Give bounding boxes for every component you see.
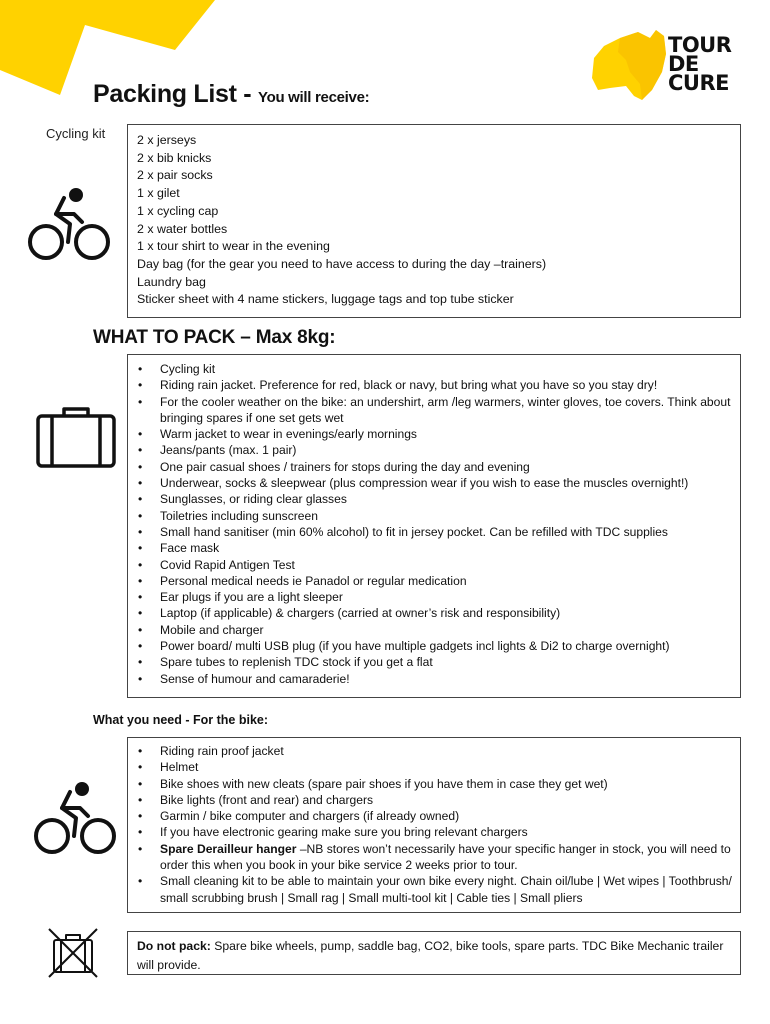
list-item: • Bike lights (front and rear) and chargers (136, 792, 732, 808)
do-not-pack-label: Do not pack: (137, 939, 211, 953)
list-item: • Bike shoes with new cleats (spare pair shoes if you have them in case they get wet) (136, 776, 732, 792)
cyclist-icon (26, 186, 112, 262)
list-item: • Face mask (136, 540, 732, 556)
list-item: • Cycling kit (136, 361, 732, 377)
list-item: • Garmin / bike computer and chargers (if already owned) (136, 808, 732, 824)
list-item: 1 x cycling cap (137, 203, 219, 218)
cyclist-icon (32, 780, 118, 856)
list-item: Sticker sheet with 4 name stickers, luggage tags and top tube sticker (137, 292, 514, 307)
for-the-bike-box (127, 737, 741, 913)
list-item: • Spare tubes to replenish TDC stock if you get a flat (136, 654, 732, 670)
list-item: • Riding rain proof jacket (136, 743, 732, 759)
do-not-pack-text: Spare bike wheels, pump, saddle bag, CO2, bike tools, spare parts. TDC Bike Mechanic trailer will provide. (137, 939, 724, 972)
cycling-kit-box (127, 124, 741, 318)
list-item: • Underwear, socks & sleepwear (plus compression wear if you wish to ease the muscles overnight!) (136, 475, 732, 491)
what-to-pack-heading: WHAT TO PACK – Max 8kg: (93, 327, 336, 348)
suitcase-icon (36, 406, 116, 468)
list-item: • For the cooler weather on the bike: an undershirt, arm /leg warmers, winter gloves, toe covers. Think about bringing spares if one set gets wet (136, 394, 732, 427)
logo-line-3: CURE (668, 71, 729, 95)
list-item: • Ear plugs if you are a light sleeper (136, 589, 732, 605)
list-item: • Mobile and charger (136, 622, 732, 638)
list-item: • If you have electronic gearing make sure you bring relevant chargers (136, 824, 732, 840)
list-item: • Covid Rapid Antigen Test (136, 557, 732, 573)
list-item: Laundry bag (137, 274, 206, 289)
list-item: • Small hand sanitiser (min 60% alcohol) to fit in jersey pocket. Can be refilled with TDC supplies (136, 524, 732, 540)
list-item (136, 841, 732, 874)
for-the-bike-heading: What you need - For the bike: (93, 713, 269, 727)
page-title (93, 80, 369, 109)
list-item: • Small cleaning kit to be able to maintain your own bike every night. Chain oil/lube | Wet wipes | Toothbrush/ small scrubbing brush | Small rag | Small multi-tool kit | Cable ties | Small pliers (136, 873, 732, 906)
list-item: • Jeans/pants (max. 1 pair) (136, 442, 732, 458)
cycling-kit-label: Cycling kit (46, 126, 106, 141)
brand-logo-text (668, 33, 732, 95)
derailleur-bold: Spare Derailleur hanger (160, 841, 297, 856)
list-item: 1 x gilet (137, 186, 180, 201)
crossed-suitcase-icon (48, 928, 98, 978)
list-item: • Warm jacket to wear in evenings/early mornings (136, 426, 732, 442)
list-item: • Laptop (if applicable) & chargers (carried at owner’s risk and responsibility) (136, 605, 732, 621)
logo-line-2: DE (668, 52, 699, 76)
list-item: 2 x jerseys (137, 133, 197, 147)
list-item: • Power board/ multi USB plug (if you have multiple gadgets incl lights & Di2 to charge overnight) (136, 638, 732, 654)
logo-line-1: TOUR (668, 33, 732, 57)
page-title-sub: You will receive: (257, 89, 370, 106)
derailleur-text: –NB stores won’t necessarily have your specific hanger in stock, you will need to order this when you book in your bike service 2 weeks prior to tour. (160, 841, 731, 873)
list-item: 1 x tour shirt to wear in the evening (137, 239, 330, 254)
list-item: • One pair casual shoes / trainers for stops during the day and evening (136, 459, 732, 475)
what-to-pack-box (127, 354, 741, 698)
list-item: 2 x water bottles (137, 221, 228, 236)
page-title-main: Packing List - (93, 80, 258, 108)
list-item: • Sunglasses, or riding clear glasses (136, 491, 732, 507)
list-item: • Riding rain jacket. Preference for red, black or navy, but bring what you have so you stay dry! (136, 377, 732, 393)
list-item: 2 x bib knicks (137, 150, 212, 165)
list-item: • Personal medical needs ie Panadol or regular medication (136, 573, 732, 589)
do-not-pack-box (127, 931, 741, 975)
list-item: 2 x pair socks (137, 168, 213, 183)
list-item: • Toiletries including sunscreen (136, 508, 732, 524)
list-item: • Helmet (136, 759, 732, 775)
list-item: Day bag (for the gear you need to have access to during the day –trainers) (137, 256, 547, 271)
list-item: • Sense of humour and camaraderie! (136, 671, 732, 687)
